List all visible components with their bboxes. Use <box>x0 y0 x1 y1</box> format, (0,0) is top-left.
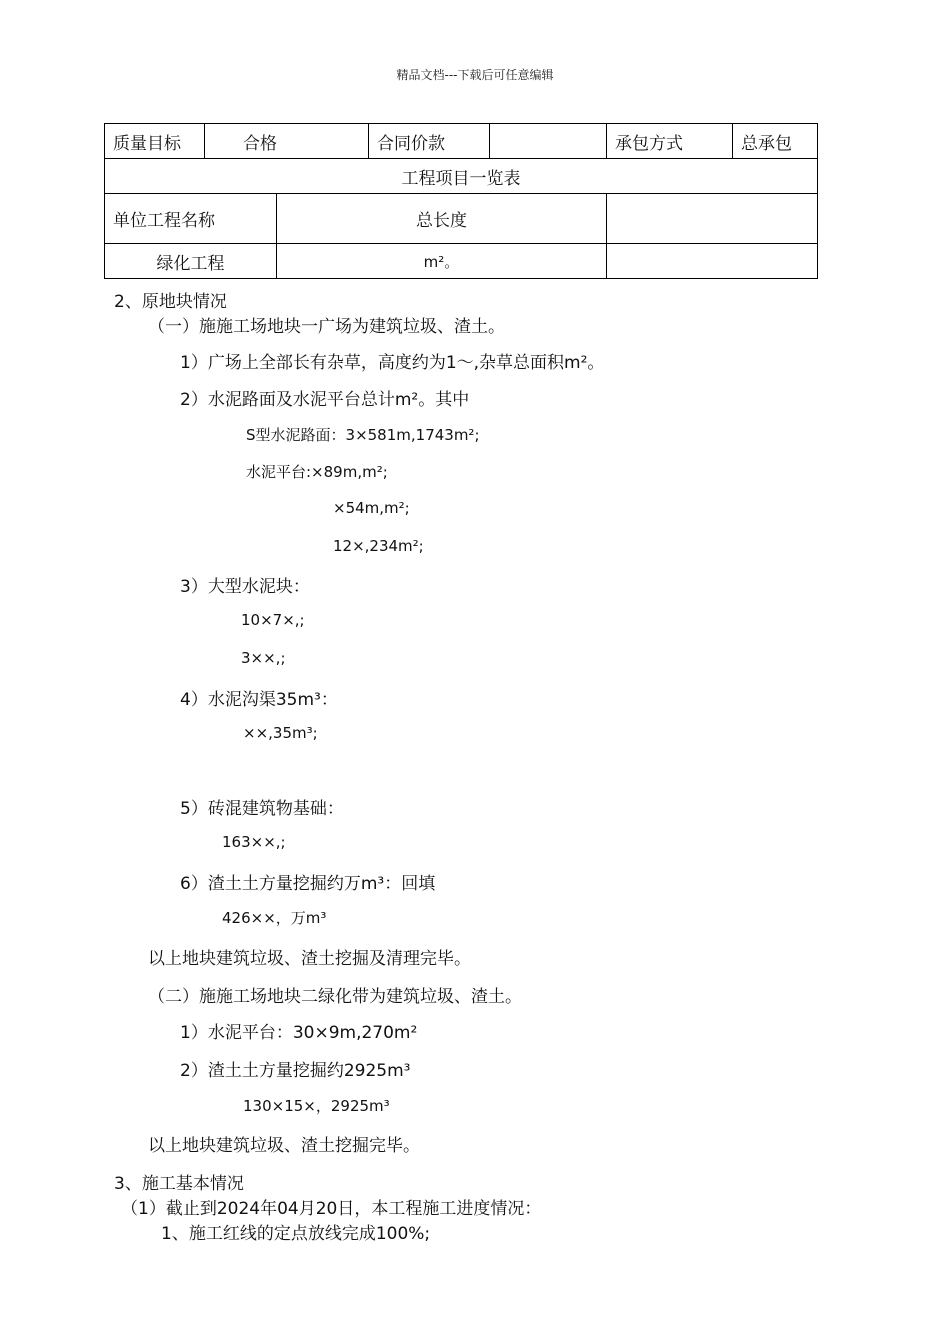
list-item: 3××,; <box>241 649 286 667</box>
list-item: 6）渣土土方量挖掘约万m³：回填 <box>180 874 436 894</box>
subsection-plot-1: （一）施施工场地块一广场为建筑垃圾、渣土。 <box>148 317 505 337</box>
list-item: 1）广场上全部长有杂草，高度约为1～,杂草总面积m²。 <box>180 353 605 373</box>
list-item: 水泥平台:×89m,m²; <box>246 463 388 481</box>
list-item: 4）水泥沟渠35m³： <box>180 690 338 710</box>
paragraph: 以上地块建筑垃圾、渣土挖掘完毕。 <box>148 1136 420 1156</box>
table-row <box>105 194 818 244</box>
list-item: 5）砖混建筑物基础： <box>180 799 344 819</box>
greening-area-value: m²。 <box>277 244 607 279</box>
total-length-label: 总长度 <box>277 194 607 244</box>
list-item: 163××,; <box>222 833 286 851</box>
section-heading-3: 3、施工基本情况 <box>114 1174 244 1194</box>
list-item: 426××，万m³ <box>222 909 327 927</box>
page-header: 精品文档---下载后可任意编辑 <box>396 68 554 82</box>
list-item: 10×7×,; <box>241 611 305 629</box>
subsection-plot-2: （二）施施工场地块二绿化带为建筑垃圾、渣土。 <box>148 987 522 1007</box>
list-item: 2）水泥路面及水泥平台总计m²。其中 <box>180 390 470 410</box>
greening-extra-value <box>607 244 818 279</box>
list-item: 130×15×，2925m³ <box>243 1097 390 1115</box>
list-item: ×54m,m²; <box>333 499 410 517</box>
table-title: 工程项目一览表 <box>105 159 818 194</box>
paragraph: 以上地块建筑垃圾、渣土挖掘及清理完毕。 <box>148 949 471 969</box>
contract-price-label: 合同价款 <box>369 124 490 159</box>
list-item: 3）大型水泥块： <box>180 577 310 597</box>
contract-mode-label: 承包方式 <box>607 124 733 159</box>
contract-mode-value: 总承包 <box>733 124 818 159</box>
greening-project-label: 绿化工程 <box>105 244 277 279</box>
table-row <box>105 124 818 159</box>
section-heading-2: 2、原地块情况 <box>114 292 227 312</box>
contract-price-value <box>490 124 607 159</box>
quality-target-label: 质量目标 <box>105 124 205 159</box>
quality-target-value: 合格 <box>205 124 369 159</box>
paragraph: （1）截止到2024年04月20日，本工程施工进度情况： <box>121 1199 542 1219</box>
table-row <box>105 244 818 279</box>
list-item: 1、施工红线的定点放线完成100%; <box>161 1224 431 1244</box>
total-length-value <box>607 194 818 244</box>
list-item: 1）水泥平台：30×9m,270m² <box>180 1023 418 1043</box>
list-item: 12×,234m²; <box>333 537 424 555</box>
project-info-table <box>104 123 818 279</box>
list-item: S型水泥路面：3×581m,1743m²; <box>246 426 480 444</box>
list-item: ××,35m³; <box>243 724 318 742</box>
table-row <box>105 159 818 194</box>
unit-project-name-label: 单位工程名称 <box>105 194 277 244</box>
list-item: 2）渣土土方量挖掘约2925m³ <box>180 1061 411 1081</box>
